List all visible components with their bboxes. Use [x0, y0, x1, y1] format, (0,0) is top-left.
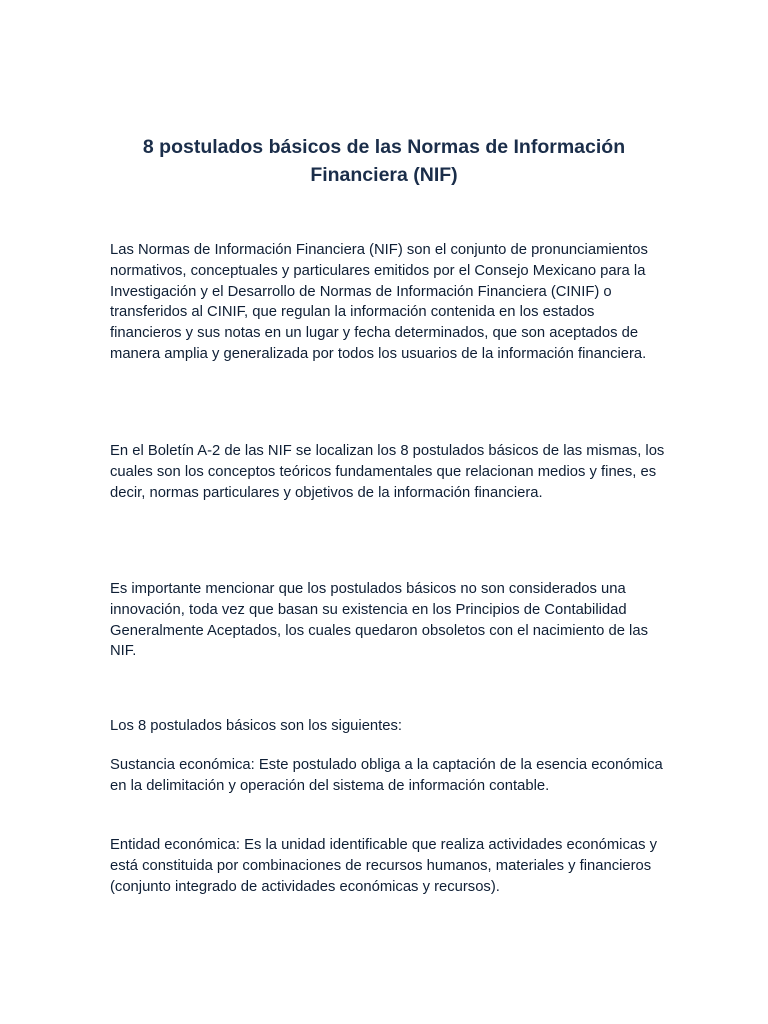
paragraph-list-intro: Los 8 postulados básicos son los siguientes: [110, 718, 403, 734]
paragraph-importance: Es importante mencionar que los postulados básicos no son considerados una innovación, toda vez que basan su existencia en los Principios de Contabilidad Generalmente Aceptados, los cuales quedaron obsoletos con el nacimiento de las NIF. [110, 581, 648, 660]
paragraph-sustancia-economica: Sustancia económica: Este postulado obliga a la captación de la esencia económica en la delimitación y operación del sistema de información contable. [110, 757, 663, 794]
paragraph-nif-definition: Las Normas de Información Financiera (NIF) son el conjunto de pronunciamientos normativos, conceptuales y particulares emitidos por el Consejo Mexicano para la Investigación y el Desarrollo de Normas de Información Financiera (CINIF) o transferidos al CINIF, que regulan la información contenida en los estados financieros y sus notas en un lugar y fecha determinados, que son aceptados de manera amplia y generalizada por todos los usuarios de la información financiera. [110, 242, 648, 362]
page-title: 8 postulados básicos de las Normas de Información Financiera (NIF) [142, 136, 626, 186]
paragraph-entidad-economica: Entidad económica: Es la unidad identificable que realiza actividades económicas y está constituida por combinaciones de recursos humanos, materiales y financieros (conjunto integrado de actividades económicas y recursos). [110, 837, 657, 895]
paragraph-boletin-a2: En el Boletín A-2 de las NIF se localizan los 8 postulados básicos de las mismas, los cuales son los conceptos teóricos fundamentales que relacionan medios y fines, es decir, normas particulares y objetivos de la información financiera. [110, 443, 665, 501]
